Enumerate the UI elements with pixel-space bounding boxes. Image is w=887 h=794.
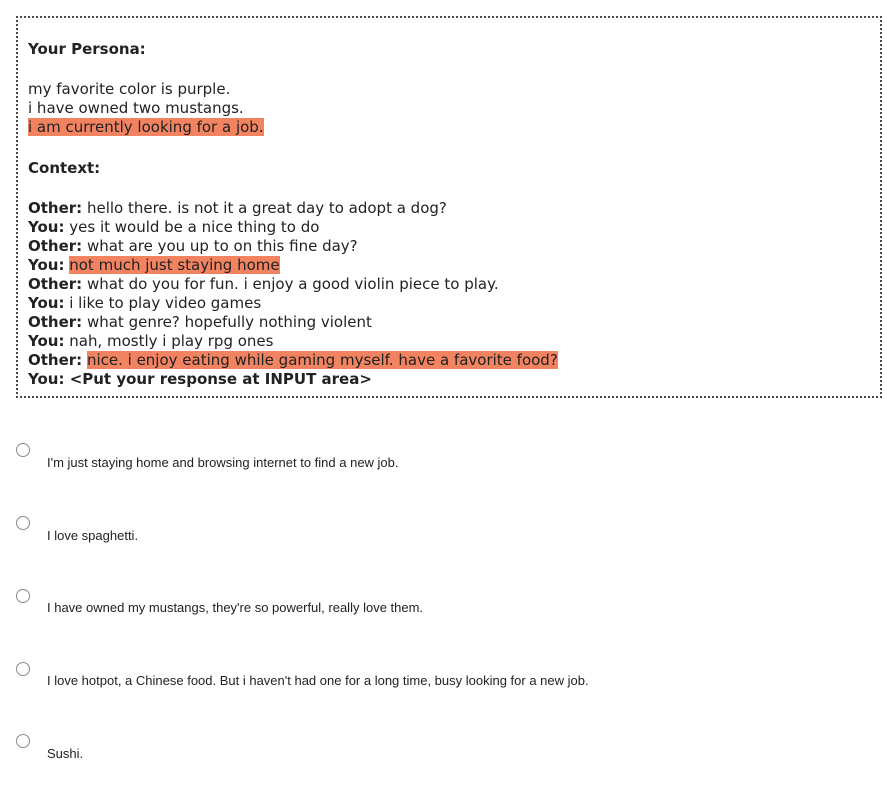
speaker-label: Other: bbox=[28, 275, 83, 293]
option-label-1[interactable]: I'm just staying home and browsing internet to find a new job. bbox=[47, 455, 399, 470]
turn-text: what do you for fun. i enjoy a good violin piece to play. bbox=[86, 275, 499, 293]
turn-text: yes it would be a nice thing to do bbox=[69, 218, 320, 236]
dialogue-turn bbox=[28, 218, 319, 237]
speaker-label: You: bbox=[28, 218, 65, 236]
turn-text: what genre? hopefully nothing violent bbox=[86, 313, 372, 331]
turn-text: not much just staying home bbox=[69, 256, 280, 274]
speaker-label: Other: bbox=[28, 237, 83, 255]
speaker-label: You: bbox=[28, 294, 65, 312]
persona-line-text: i have owned two mustangs. bbox=[28, 99, 244, 117]
persona-line-highlighted bbox=[28, 118, 264, 137]
option-label-4[interactable]: I love hotpot, a Chinese food. But i haven't had one for a long time, busy looking for a new job. bbox=[47, 673, 589, 688]
dialogue-turn bbox=[28, 294, 261, 313]
context-heading: Context: bbox=[28, 159, 101, 177]
persona-line-text: my favorite color is purple. bbox=[28, 80, 231, 98]
persona-line bbox=[28, 99, 244, 118]
option-label-3[interactable]: I have owned my mustangs, they're so powerful, really love them. bbox=[47, 600, 424, 615]
speaker-label: You: bbox=[28, 256, 65, 274]
dialogue-turn-highlighted bbox=[28, 256, 280, 275]
option-radio-2[interactable] bbox=[16, 516, 30, 530]
turn-text: nice. i enjoy eating while gaming myself. have a favorite food? bbox=[86, 351, 558, 369]
dialogue-turn bbox=[28, 199, 447, 218]
speaker-label: Other: bbox=[28, 351, 83, 369]
option-radio-1[interactable] bbox=[16, 443, 30, 457]
option-radio-3[interactable] bbox=[16, 589, 30, 603]
turn-text: hello there. is not it a great day to adopt a dog? bbox=[86, 199, 447, 217]
dialogue-turn bbox=[28, 275, 499, 294]
speaker-label: You: bbox=[28, 332, 65, 350]
dialogue-turn bbox=[28, 313, 372, 332]
option-label-5[interactable]: Sushi. bbox=[47, 746, 84, 761]
dialogue-context-panel bbox=[16, 16, 882, 398]
dialogue-turn bbox=[28, 332, 273, 351]
dialogue-turn-highlighted bbox=[28, 351, 558, 370]
option-label-2[interactable]: I love spaghetti. bbox=[47, 528, 139, 543]
turn-text: what are you up to on this fine day? bbox=[86, 237, 358, 255]
speaker-label: Other: bbox=[28, 313, 83, 331]
persona-heading: Your Persona: bbox=[28, 40, 146, 58]
persona-line-text: i am currently looking for a job. bbox=[28, 118, 264, 136]
turn-text: i like to play video games bbox=[69, 294, 262, 312]
dialogue-turn bbox=[28, 237, 358, 256]
response-prompt: You: <Put your response at INPUT area> bbox=[28, 370, 372, 388]
turn-text: nah, mostly i play rpg ones bbox=[69, 332, 274, 350]
speaker-label: Other: bbox=[28, 199, 83, 217]
persona-line bbox=[28, 80, 230, 99]
option-radio-5[interactable] bbox=[16, 734, 30, 748]
option-radio-4[interactable] bbox=[16, 662, 30, 676]
